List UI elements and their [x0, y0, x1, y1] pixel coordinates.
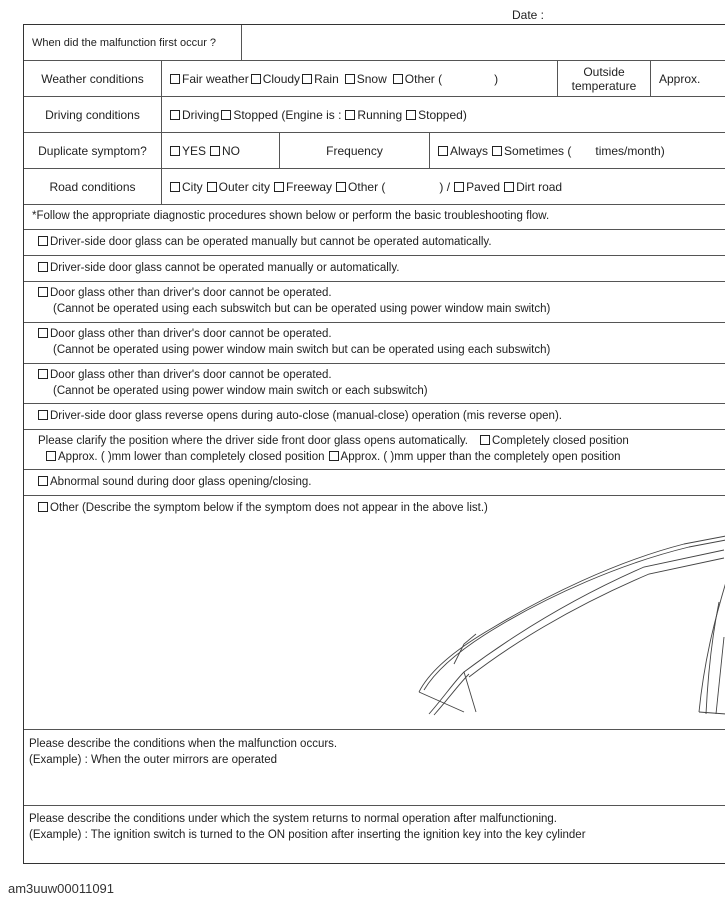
checkbox-approx-upper[interactable] — [329, 451, 339, 461]
row-first-occur — [24, 25, 725, 61]
checkbox-city[interactable] — [170, 182, 180, 192]
opt-yes: YES — [182, 143, 207, 158]
opt-stopped: Stopped (Engine is : — [233, 107, 342, 122]
completely-closed-text: Completely closed position — [491, 435, 629, 447]
road-label: Road conditions — [24, 169, 162, 204]
row-symptom-2 — [24, 256, 725, 282]
checkbox-symptom-8[interactable] — [38, 476, 48, 486]
note-2-prompt: Please describe the conditions under which the system returns to normal operation after malfunctioning. — [29, 813, 558, 825]
date-label: Date : — [512, 8, 545, 22]
checkbox-approx-lower[interactable] — [46, 451, 56, 461]
opt-other-close: ) — [494, 71, 499, 86]
row-weather — [24, 61, 725, 97]
opt-city: City — [182, 179, 203, 194]
row-symptom-9 — [24, 496, 725, 522]
opt-driving: Driving — [182, 107, 220, 122]
checkbox-symptom-1[interactable] — [38, 236, 48, 246]
note-2-example: (Example) : The ignition switch is turned to the ON position after inserting the ignition key into the key cylinder — [29, 829, 586, 841]
note-1-example: (Example) : When the outer mirrors are operated — [29, 754, 277, 766]
checkbox-running[interactable] — [345, 110, 355, 120]
row-note-1[interactable] — [24, 730, 725, 806]
opt-no: NO — [222, 143, 241, 158]
checkbox-yes[interactable] — [170, 146, 180, 156]
opt-dirt: Dirt road — [516, 179, 563, 194]
checkbox-engine-stopped[interactable] — [406, 110, 416, 120]
frequency-label: Frequency — [280, 133, 430, 168]
first-occur-field[interactable] — [242, 25, 725, 60]
image-code: am3uuw00011091 — [8, 881, 115, 896]
row-road — [24, 169, 725, 205]
row-symptom-4 — [24, 323, 725, 364]
checkbox-symptom-5[interactable] — [38, 369, 48, 379]
row-intro — [24, 205, 725, 230]
frequency-options — [430, 133, 725, 168]
opt-engine-stopped: Stopped) — [418, 107, 467, 122]
symptom-9-text: Other (Describe the symptom below if the symptom does not appear in the above list.) — [50, 502, 488, 514]
approx-lower-text: Approx. ( )mm lower than completely closed position — [58, 451, 325, 463]
checkbox-symptom-4[interactable] — [38, 328, 48, 338]
opt-fair: Fair weather — [182, 71, 249, 86]
first-occur-label: When did the malfunction first occur ? — [24, 25, 242, 60]
symptom-6-text: Driver-side door glass reverse opens during auto-close (manual-close) operation (mis reverse open). — [50, 410, 562, 422]
checkbox-freeway[interactable] — [274, 182, 284, 192]
opt-cloudy: Cloudy — [262, 71, 301, 86]
opt-outer-city: Outer city — [218, 179, 271, 194]
checkbox-paved[interactable] — [454, 182, 464, 192]
outside-temp-value[interactable]: Approx. — [659, 71, 701, 86]
row-symptom-1 — [24, 230, 725, 256]
checkbox-driving[interactable] — [170, 110, 180, 120]
row-symptom-8 — [24, 470, 725, 496]
opt-other: Other ( — [404, 71, 443, 86]
checkbox-symptom-6[interactable] — [38, 410, 48, 420]
checkbox-always[interactable] — [438, 146, 448, 156]
driving-label: Driving conditions — [24, 97, 162, 132]
duplicate-label: Duplicate symptom? — [24, 133, 162, 168]
checkbox-cloudy[interactable] — [251, 74, 261, 84]
symptom-2-text: Driver-side door glass cannot be operated manually or automatically. — [50, 262, 400, 274]
symptom-3-detail: (Cannot be operated using each subswitch but can be operated using power window main switch) — [53, 303, 551, 315]
checkbox-symptom-3[interactable] — [38, 287, 48, 297]
opt-times: times/month) — [595, 143, 665, 158]
opt-road-other: Other ( — [348, 179, 386, 194]
checkbox-other[interactable] — [393, 74, 403, 84]
symptom-5-detail: (Cannot be operated using power window main switch or each subswitch) — [53, 385, 428, 397]
opt-rain: Rain — [314, 71, 339, 86]
symptom-4-detail: (Cannot be operated using power window main switch but can be operated using each subswitch) — [53, 344, 551, 356]
opt-road-slash: ) / — [439, 179, 451, 194]
row-symptom-7 — [24, 430, 725, 470]
symptom-7-text: Please clarify the position where the driver side front door glass opens automatically. — [38, 435, 468, 447]
opt-snow: Snow — [356, 71, 387, 86]
opt-sometimes: Sometimes ( — [504, 143, 572, 158]
row-symptom-5 — [24, 364, 725, 404]
opt-paved: Paved — [466, 179, 501, 194]
row-note-2[interactable] — [24, 806, 725, 863]
checkbox-rain[interactable] — [302, 74, 312, 84]
diagnostic-form — [23, 24, 725, 864]
checkbox-dirt[interactable] — [504, 182, 514, 192]
row-symptom-6 — [24, 404, 725, 430]
checkbox-road-other[interactable] — [336, 182, 346, 192]
intro-text: *Follow the appropriate diagnostic procedures shown below or perform the basic troubleshooting flow. — [32, 210, 550, 222]
symptom-1-text: Driver-side door glass can be operated manually but cannot be operated automatically. — [50, 236, 492, 248]
sketch-area[interactable] — [24, 522, 725, 730]
opt-always: Always — [450, 143, 489, 158]
weather-label: Weather conditions — [24, 61, 162, 96]
approx-upper-text: Approx. ( )mm upper than the completely open position — [340, 451, 621, 463]
checkbox-no[interactable] — [210, 146, 220, 156]
road-options — [162, 169, 725, 204]
car-outline-drawing — [24, 522, 725, 730]
row-driving — [24, 97, 725, 133]
symptom-4-text: Door glass other than driver's door cannot be operated. — [50, 328, 332, 340]
checkbox-sometimes[interactable] — [492, 146, 502, 156]
note-1-prompt: Please describe the conditions when the malfunction occurs. — [29, 738, 338, 750]
checkbox-symptom-9[interactable] — [38, 502, 48, 512]
checkbox-snow[interactable] — [345, 74, 355, 84]
weather-options — [162, 61, 558, 96]
symptom-8-text: Abnormal sound during door glass opening/closing. — [50, 476, 312, 488]
symptom-3-text: Door glass other than driver's door cannot be operated. — [50, 287, 332, 299]
opt-running: Running — [357, 107, 403, 122]
checkbox-completely-closed[interactable] — [480, 435, 490, 445]
checkbox-fair[interactable] — [170, 74, 180, 84]
row-duplicate — [24, 133, 725, 169]
checkbox-outer-city[interactable] — [207, 182, 217, 192]
duplicate-options — [162, 133, 280, 168]
outside-temp-label: Outside temperature — [558, 61, 651, 96]
symptom-5-text: Door glass other than driver's door cannot be operated. — [50, 369, 332, 381]
opt-freeway: Freeway — [286, 179, 333, 194]
row-symptom-3 — [24, 282, 725, 323]
driving-options — [162, 97, 725, 132]
checkbox-symptom-2[interactable] — [38, 262, 48, 272]
checkbox-stopped[interactable] — [221, 110, 231, 120]
